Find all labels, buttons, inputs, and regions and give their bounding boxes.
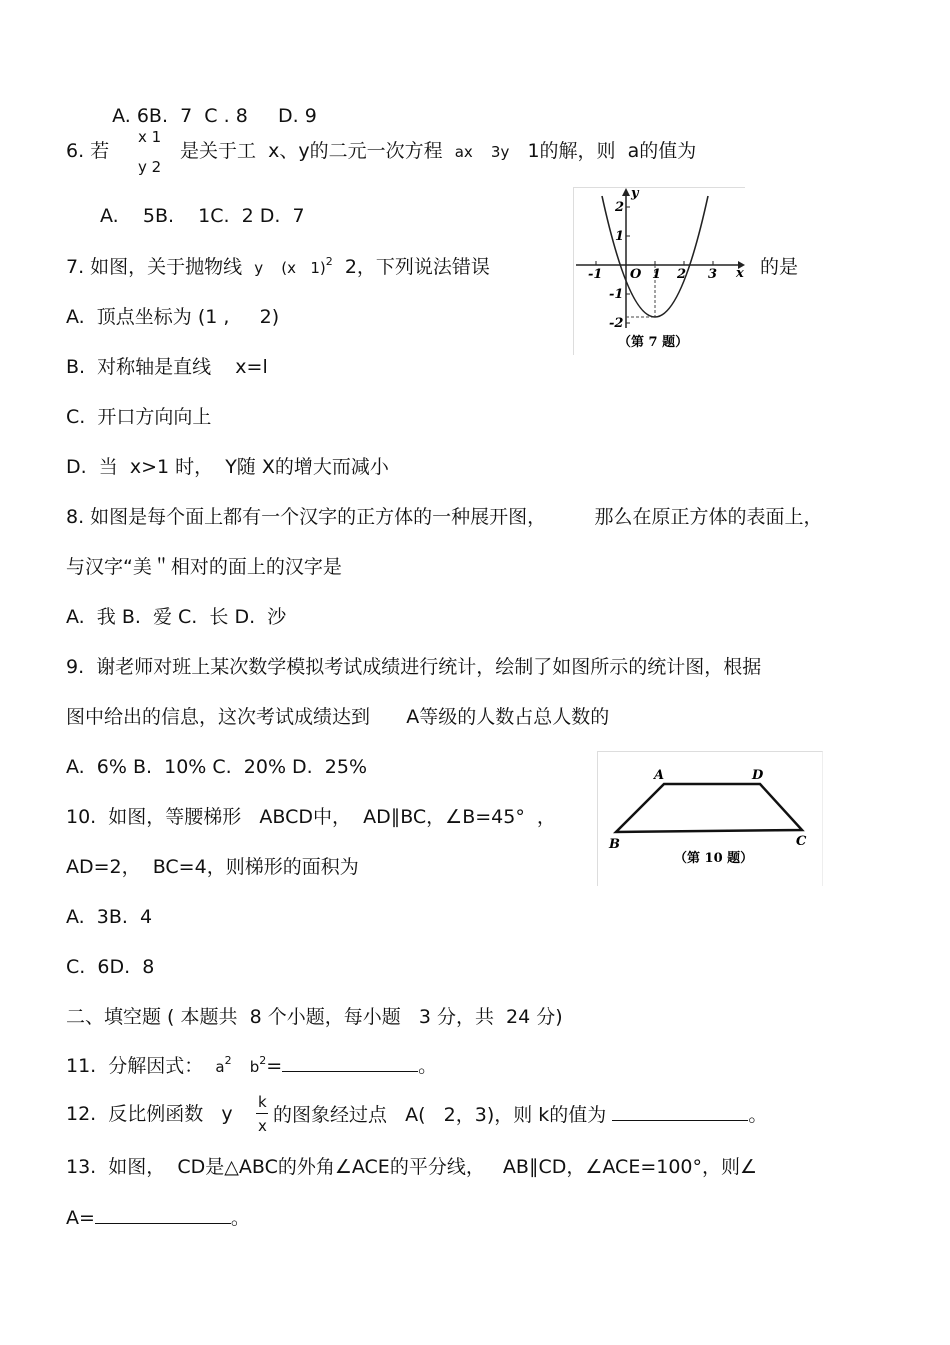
q7-stem-tail: 的是 [760, 256, 799, 278]
q5-options: A. 6B. 7 C . 8 D. 9 [112, 105, 317, 127]
q9-line2: 图中给出的信息，这次考试成绩达到 A等级的人数占总人数的 [66, 706, 610, 728]
q12-frac-den: x [258, 1117, 267, 1135]
trapezoid-abcd [616, 784, 802, 832]
fig-ytick: 2 [615, 200, 625, 215]
section-2-heading: 二、填空题 ( 本题共 8 个小题，每小题 3 分，共 24 分) [66, 1006, 563, 1028]
q10-options-cd: C. 6D. 8 [66, 956, 155, 978]
q13-answer-blank [95, 1205, 231, 1224]
fig-xtick: 1 [652, 267, 662, 282]
fig-xtick: 3 [708, 267, 718, 282]
q9-options: A. 6% B. 10% C. 20% D. 25% [66, 756, 368, 778]
y-axis-arrow [622, 188, 630, 196]
fig-xtick: 2 [677, 267, 687, 282]
q6-number: 6. 若 [66, 140, 110, 162]
fig-xtick: -1 [588, 267, 603, 282]
vertex-c-label: C [796, 834, 807, 849]
q12-frac-bar [256, 1113, 268, 1114]
q10-line1: 10. 如图，等腰梯形 ABCD中， AD∥BC，∠B=45° ， [66, 806, 556, 828]
q10-figure [597, 751, 823, 886]
vertex-a-label: A [654, 768, 665, 783]
q12-answer-blank [612, 1102, 748, 1121]
fig-ytick: -1 [609, 287, 624, 302]
q8-line2: 与汉字“美＂相对的面上的汉字是 [66, 556, 342, 578]
q8-line1: 8. 如图是每个面上都有一个汉字的正方体的一种展开图， 那么在原正方体的表面上， [66, 506, 823, 528]
fig-x-label: x [736, 266, 744, 281]
q6-system-y: y 2 [138, 158, 162, 176]
q11: 11. 分解因式： $a^2$ $b^2=$ 。 [66, 1054, 438, 1077]
q7-option-b: B. 对称轴是直线 x=l [66, 356, 268, 378]
vertex-d-label: D [752, 768, 764, 783]
q6-text: 是关于工 x、y的二元一次方程 ax 3y 1的解，则 a的值为 [180, 140, 697, 162]
q8-options: A. 我 B. 爱 C. 长 D. 沙 [66, 606, 287, 628]
q9-line1: 9. 谢老师对班上某次数学模拟考试成绩进行统计，绘制了如图所示的统计图，根据 [66, 656, 762, 678]
fig-origin-label: O [630, 267, 642, 282]
q7-figure [573, 187, 745, 355]
q7-option-d: D. 当 x>1 时， Y随 X的增大而减小 [66, 456, 389, 478]
q6-system-x: x 1 [138, 128, 162, 146]
fig-ytick: -2 [609, 316, 624, 331]
fig-y-label: y [631, 188, 639, 201]
q7-option-c: C. 开口方向向上 [66, 406, 212, 428]
q13-line2: A= 。 [66, 1207, 250, 1229]
q6-options: A. 5B. 1C. 2 D. 7 [100, 205, 305, 227]
q7-stem: 7. 如图，关于抛物线 y (x 1)$^2$ 2，下列说法错误 [66, 255, 490, 278]
fig-ytick: 1 [615, 229, 625, 244]
q13-line1: 13. 如图， CD是△ABC的外角∠ACE的平分线， AB∥CD，∠ACE=100°，则∠ [66, 1156, 758, 1178]
vertex-b-label: B [609, 837, 620, 852]
q12-frac-num: k [258, 1093, 267, 1111]
q11-answer-blank [282, 1053, 418, 1072]
q10-line2: AD=2， BC=4，则梯形的面积为 [66, 856, 359, 878]
fig-caption: （第 10 题） [674, 851, 754, 866]
fig-caption: （第 7 题） [618, 335, 689, 350]
q12-rest: 的图象经过点 A( 2，3)，则 k的值为 。 [273, 1104, 768, 1126]
q12-text: 12. 反比例函数 y [66, 1103, 233, 1125]
q7-option-a: A. 顶点坐标为 (1 , 2) [66, 306, 280, 328]
q10-options-ab: A. 3B. 4 [66, 906, 153, 928]
